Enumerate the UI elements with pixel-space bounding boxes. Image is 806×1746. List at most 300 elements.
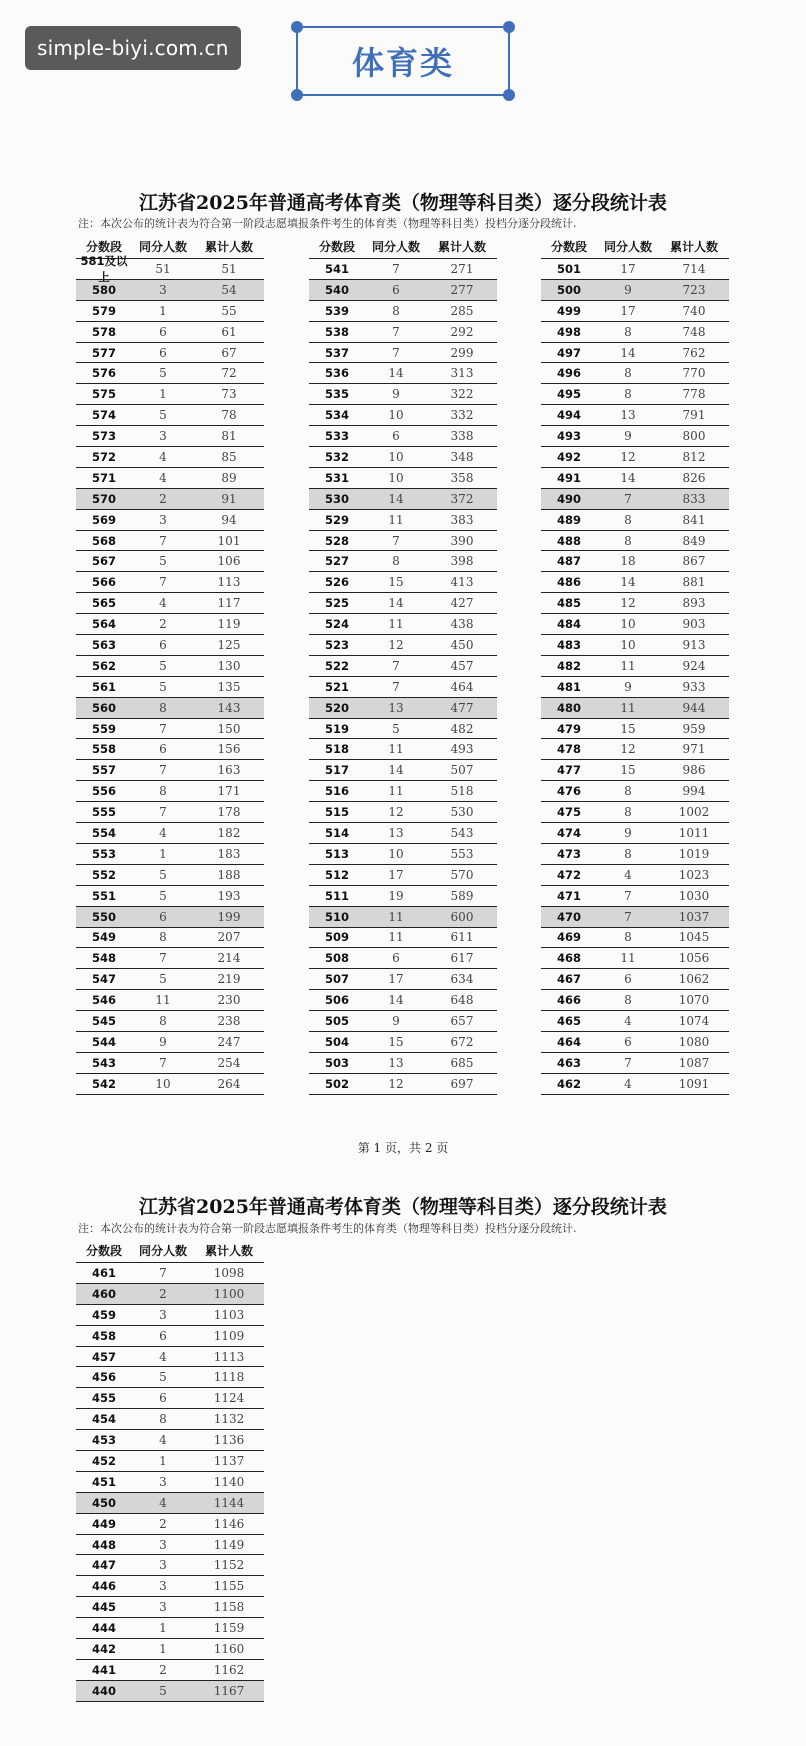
cumulative-count-cell: 589: [450, 888, 474, 903]
cumulative-count-cell: 285: [450, 303, 474, 318]
score-cell: 468: [556, 951, 581, 966]
table-row: [309, 907, 497, 928]
table-row: [541, 635, 729, 656]
table-row: [541, 677, 729, 698]
same-score-count-cell: 7: [392, 658, 400, 673]
score-cell: 554: [91, 825, 116, 840]
score-cell: 459: [91, 1307, 116, 1322]
same-score-count-cell: 51: [155, 261, 171, 276]
cumulative-count-cell: 959: [682, 721, 706, 736]
score-cell: 478: [556, 742, 581, 757]
same-score-count-cell: 2: [159, 1516, 167, 1531]
same-score-count-cell: 7: [624, 909, 632, 924]
score-cell: 492: [556, 449, 581, 464]
same-score-count-cell: 3: [159, 1537, 167, 1552]
score-cell: 485: [556, 596, 581, 611]
table-row: [541, 343, 729, 364]
score-cell: 557: [91, 763, 116, 778]
same-score-count-cell: 12: [620, 596, 636, 611]
same-score-count-cell: 1: [159, 303, 167, 318]
score-cell: 475: [556, 805, 581, 820]
score-cell: 542: [91, 1076, 116, 1091]
table-row: [541, 259, 729, 280]
table-row: [76, 551, 264, 572]
table-row: [541, 698, 729, 719]
cumulative-count-cell: 893: [682, 596, 706, 611]
table-row: [76, 1074, 264, 1095]
score-cell: 456: [91, 1370, 116, 1385]
cumulative-count-cell: 1103: [213, 1307, 245, 1322]
cumulative-count-cell: 685: [450, 1055, 474, 1070]
table-row: [541, 322, 729, 343]
table-row: [76, 1263, 264, 1284]
cumulative-count-cell: 1132: [213, 1412, 245, 1427]
cumulative-count-cell: 264: [217, 1076, 241, 1091]
score-cell: 458: [91, 1328, 116, 1343]
table-row: [309, 593, 497, 614]
table-row: [541, 363, 729, 384]
same-score-count-cell: 10: [388, 846, 404, 861]
score-cell: 495: [556, 387, 581, 402]
score-cell: 499: [556, 303, 581, 318]
table-row: [309, 677, 497, 698]
same-score-count-cell: 7: [392, 679, 400, 694]
score-cell: 550: [91, 909, 116, 924]
score-cell: 545: [91, 1014, 116, 1028]
cumulative-count-cell: 570: [450, 867, 474, 882]
table-row: [309, 865, 497, 886]
table-row: [76, 1472, 264, 1493]
table-row: [76, 656, 264, 677]
score-cell: 462: [556, 1076, 581, 1091]
cumulative-count-cell: 1062: [678, 972, 710, 987]
score-cell: 494: [556, 408, 581, 423]
score-cell: 496: [556, 366, 581, 381]
score-cell: 465: [556, 1014, 581, 1028]
score-cell: 511: [324, 888, 349, 903]
same-score-count-cell: 13: [388, 700, 404, 715]
column-header: 同分人数: [603, 239, 652, 254]
same-score-count-cell: 13: [388, 1055, 404, 1070]
score-cell: 561: [91, 679, 116, 694]
score-cell: 505: [324, 1014, 349, 1028]
table-row: [76, 886, 264, 907]
same-score-count-cell: 9: [392, 1014, 400, 1028]
cumulative-count-cell: 634: [450, 972, 474, 987]
score-cell: 556: [91, 784, 116, 799]
same-score-count-cell: 14: [388, 763, 404, 778]
same-score-count-cell: 3: [159, 1579, 167, 1594]
same-score-count-cell: 3: [159, 512, 167, 527]
table-row: [76, 1347, 264, 1368]
cumulative-count-cell: 553: [450, 846, 474, 861]
score-cell: 573: [91, 429, 116, 444]
cumulative-count-cell: 924: [682, 658, 706, 673]
score-cell: 452: [91, 1453, 116, 1468]
score-cell: 574: [91, 408, 116, 423]
same-score-count-cell: 8: [392, 554, 400, 569]
same-score-count-cell: 2: [159, 617, 167, 632]
corner-dot-icon: [291, 89, 303, 101]
score-cell: 559: [91, 721, 116, 736]
cumulative-count-cell: 299: [450, 345, 474, 360]
score-cell: 493: [556, 429, 581, 444]
same-score-count-cell: 7: [624, 888, 632, 903]
cumulative-count-cell: 833: [682, 491, 706, 506]
score-cell: 489: [556, 512, 581, 527]
cumulative-count-cell: 292: [450, 324, 474, 339]
table-row: [309, 1032, 497, 1053]
table-row: [541, 405, 729, 426]
cumulative-count-cell: 372: [450, 491, 474, 506]
score-cell: 477: [556, 763, 581, 778]
cumulative-count-cell: 113: [217, 575, 241, 590]
cumulative-count-cell: 849: [682, 533, 706, 548]
cumulative-count-cell: 477: [450, 700, 474, 715]
score-cell: 540: [324, 282, 349, 297]
score-cell: 450: [91, 1495, 116, 1510]
same-score-count-cell: 6: [159, 742, 167, 757]
same-score-count-cell: 17: [620, 261, 636, 276]
table-row: [76, 1409, 264, 1430]
same-score-count-cell: 8: [624, 846, 632, 861]
cumulative-count-cell: 762: [682, 345, 706, 360]
score-cell: 552: [91, 867, 116, 882]
table-row: [541, 1053, 729, 1074]
cumulative-count-cell: 1146: [213, 1516, 245, 1531]
score-cell: 553: [91, 846, 116, 861]
cumulative-count-cell: 73: [221, 387, 237, 402]
table-row: [309, 1053, 497, 1074]
same-score-count-cell: 14: [620, 575, 636, 590]
same-score-count-cell: 11: [388, 784, 404, 799]
same-score-count-cell: 10: [388, 449, 404, 464]
same-score-count-cell: 14: [620, 470, 636, 485]
cumulative-count-cell: 800: [682, 429, 706, 444]
table-row: [541, 593, 729, 614]
score-cell: 501: [556, 261, 581, 276]
same-score-count-cell: 10: [388, 408, 404, 423]
table-row: [309, 948, 497, 969]
table-row: [541, 551, 729, 572]
same-score-count-cell: 1: [159, 387, 167, 402]
cumulative-count-cell: 72: [221, 366, 237, 381]
column-header: 累计人数: [204, 239, 253, 254]
score-cell: 504: [324, 1034, 349, 1049]
table-row: [541, 739, 729, 760]
cumulative-count-cell: 1144: [213, 1495, 245, 1510]
score-cell: 502: [324, 1076, 349, 1091]
corner-dot-icon: [291, 21, 303, 33]
same-score-count-cell: 15: [388, 575, 404, 590]
table-row: [309, 259, 497, 280]
score-cell: 514: [324, 825, 349, 840]
score-cell: 568: [91, 533, 116, 548]
cumulative-count-cell: 54: [221, 282, 237, 297]
table-row: [76, 823, 264, 844]
score-cell: 539: [324, 303, 349, 318]
score-cell: 534: [324, 408, 349, 423]
table-row: [76, 531, 264, 552]
same-score-count-cell: 6: [392, 429, 400, 444]
cumulative-count-cell: 826: [682, 470, 706, 485]
table-row: [76, 468, 264, 489]
same-score-count-cell: 6: [624, 972, 632, 987]
score-cell: 463: [556, 1055, 581, 1070]
same-score-count-cell: 7: [159, 951, 167, 966]
cumulative-count-cell: 791: [682, 408, 706, 423]
score-cell: 541: [324, 261, 349, 276]
score-cell: 464: [556, 1034, 581, 1049]
score-cell: 564: [91, 617, 116, 632]
score-cell: 513: [324, 846, 349, 861]
table-row: [76, 1451, 264, 1472]
table-row: [76, 677, 264, 698]
cumulative-count-cell: 322: [450, 387, 474, 402]
table-row: [76, 990, 264, 1011]
same-score-count-cell: 7: [624, 1055, 632, 1070]
table-row: [76, 1305, 264, 1326]
score-cell: 469: [556, 930, 581, 945]
cumulative-count-cell: 1149: [213, 1537, 245, 1552]
table-row: [76, 1514, 264, 1535]
table-row: [76, 1430, 264, 1451]
score-cell: 486: [556, 575, 581, 590]
table-row: [76, 1367, 264, 1388]
score-cell: 562: [91, 658, 116, 673]
table-row: [76, 426, 264, 447]
score-cell: 460: [91, 1286, 116, 1301]
same-score-count-cell: 6: [159, 637, 167, 652]
table-row: [309, 510, 497, 531]
cumulative-count-cell: 507: [450, 763, 474, 778]
cumulative-count-cell: 398: [450, 554, 474, 569]
cumulative-count-cell: 1109: [213, 1328, 245, 1343]
table-row: [541, 510, 729, 531]
cumulative-count-cell: 55: [221, 303, 237, 318]
table-row: [76, 1493, 264, 1514]
score-cell: 521: [324, 679, 349, 694]
score-cell: 567: [91, 554, 116, 569]
table-row: [76, 865, 264, 886]
cumulative-count-cell: 1091: [678, 1076, 710, 1091]
column-header: 分数段: [318, 239, 355, 254]
table-row: [76, 1576, 264, 1597]
score-cell: 444: [91, 1621, 116, 1636]
table-row: [541, 969, 729, 990]
same-score-count-cell: 7: [392, 533, 400, 548]
table-row: [309, 635, 497, 656]
score-cell: 508: [324, 951, 349, 966]
cumulative-count-cell: 199: [217, 909, 241, 924]
score-table-col-2: [309, 234, 497, 1095]
same-score-count-cell: 7: [159, 575, 167, 590]
same-score-count-cell: 8: [624, 366, 632, 381]
same-score-count-cell: 10: [620, 637, 636, 652]
cumulative-count-cell: 770: [682, 366, 706, 381]
same-score-count-cell: 15: [620, 721, 636, 736]
cumulative-count-cell: 338: [450, 429, 474, 444]
same-score-count-cell: 17: [388, 867, 404, 882]
same-score-count-cell: 8: [624, 930, 632, 945]
table-row: [76, 614, 264, 635]
column-header: 分数段: [85, 1243, 122, 1258]
same-score-count-cell: 2: [159, 1662, 167, 1677]
table-row: [76, 907, 264, 928]
cumulative-count-cell: 723: [682, 282, 706, 297]
table-row: [76, 489, 264, 510]
table-row: [76, 948, 264, 969]
cumulative-count-cell: 1074: [678, 1014, 710, 1028]
score-cell: 533: [324, 429, 349, 444]
score-cell: 447: [91, 1558, 116, 1573]
table-row: [309, 928, 497, 949]
table-row: [541, 760, 729, 781]
score-cell: 455: [91, 1391, 116, 1406]
table-row: [541, 468, 729, 489]
same-score-count-cell: 5: [159, 1683, 167, 1698]
score-cell: 519: [324, 721, 349, 736]
cumulative-count-cell: 1087: [678, 1055, 710, 1070]
score-cell: 529: [324, 512, 349, 527]
table-row: [309, 719, 497, 740]
table-row: [76, 1032, 264, 1053]
table-row: [76, 1555, 264, 1576]
same-score-count-cell: 11: [388, 930, 404, 945]
cumulative-count-cell: 986: [682, 763, 706, 778]
same-score-count-cell: 7: [392, 345, 400, 360]
score-cell: 543: [91, 1055, 116, 1070]
score-cell: 451: [91, 1474, 116, 1489]
table-row: [76, 1618, 264, 1639]
table-row: [76, 1660, 264, 1681]
table-row: [541, 656, 729, 677]
table-row: [76, 1639, 264, 1660]
table-row: [76, 572, 264, 593]
cumulative-count-cell: 150: [217, 721, 241, 736]
score-cell: 578: [91, 324, 116, 339]
table-row: [76, 510, 264, 531]
cumulative-count-cell: 493: [450, 742, 474, 757]
cumulative-count-cell: 1070: [678, 993, 710, 1008]
cumulative-count-cell: 51: [221, 261, 237, 276]
corner-dot-icon: [503, 21, 515, 33]
same-score-count-cell: 6: [392, 951, 400, 966]
cumulative-count-cell: 933: [682, 679, 706, 694]
corner-dot-icon: [503, 89, 515, 101]
cumulative-count-cell: 383: [450, 512, 474, 527]
table-row: [309, 384, 497, 405]
page2-title: 江苏省2025年普通高考体育类（物理等科目类）逐分段统计表: [139, 1196, 667, 1218]
cumulative-count-cell: 94: [221, 512, 237, 527]
same-score-count-cell: 4: [159, 449, 167, 464]
same-score-count-cell: 8: [624, 993, 632, 1008]
table-row: [76, 635, 264, 656]
cumulative-count-cell: 1011: [678, 825, 710, 840]
column-header: 同分人数: [138, 239, 187, 254]
cumulative-count-cell: 457: [450, 658, 474, 673]
score-cell: 480: [556, 700, 581, 715]
cumulative-count-cell: 881: [682, 575, 706, 590]
column-header: 累计人数: [669, 239, 718, 254]
cumulative-count-cell: 163: [217, 763, 241, 778]
same-score-count-cell: 13: [620, 408, 636, 423]
column-header: 同分人数: [371, 239, 420, 254]
same-score-count-cell: 8: [159, 1014, 167, 1028]
table-row: [76, 781, 264, 802]
same-score-count-cell: 3: [159, 1600, 167, 1615]
score-cell: 474: [556, 825, 581, 840]
score-cell: 547: [91, 972, 116, 987]
cumulative-count-cell: 971: [682, 742, 706, 757]
cumulative-count-cell: 714: [682, 261, 706, 276]
same-score-count-cell: 1: [159, 846, 167, 861]
score-cell: 549: [91, 930, 116, 945]
cumulative-count-cell: 67: [221, 345, 237, 360]
score-cell: 457: [91, 1349, 116, 1364]
cumulative-count-cell: 1167: [213, 1683, 245, 1698]
table-row: [309, 343, 497, 364]
score-cell: 575: [91, 387, 116, 402]
table-row: [541, 907, 729, 928]
same-score-count-cell: 4: [624, 1014, 632, 1028]
table-header-row: [309, 234, 497, 259]
score-cell: 563: [91, 637, 116, 652]
table-row: [76, 384, 264, 405]
cumulative-count-cell: 994: [682, 784, 706, 799]
cumulative-count-cell: 125: [217, 637, 241, 652]
cumulative-count-cell: 1056: [678, 951, 710, 966]
score-cell: 548: [91, 951, 116, 966]
table-row: [76, 593, 264, 614]
same-score-count-cell: 10: [155, 1076, 171, 1091]
score-cell: 512: [324, 867, 349, 882]
same-score-count-cell: 11: [155, 993, 171, 1008]
score-cell: 532: [324, 449, 349, 464]
same-score-count-cell: 11: [620, 658, 636, 673]
same-score-count-cell: 8: [624, 512, 632, 527]
cumulative-count-cell: 1155: [213, 1579, 245, 1594]
table-row: [309, 656, 497, 677]
same-score-count-cell: 5: [159, 867, 167, 882]
same-score-count-cell: 9: [159, 1034, 167, 1049]
category-title: 体育类: [351, 44, 454, 82]
cumulative-count-cell: 277: [450, 282, 474, 297]
same-score-count-cell: 6: [159, 1391, 167, 1406]
score-cell: 526: [324, 575, 349, 590]
cumulative-count-cell: 358: [450, 470, 474, 485]
cumulative-count-cell: 313: [450, 366, 474, 381]
score-cell: 488: [556, 533, 581, 548]
table-row: [76, 301, 264, 322]
table-row: [76, 280, 264, 301]
table-row: [76, 1053, 264, 1074]
same-score-count-cell: 4: [159, 1495, 167, 1510]
table-row: [309, 886, 497, 907]
cumulative-count-cell: 427: [450, 596, 474, 611]
table-row: [541, 1011, 729, 1032]
same-score-count-cell: 8: [624, 784, 632, 799]
score-cell: 482: [556, 658, 581, 673]
same-score-count-cell: 4: [624, 1076, 632, 1091]
same-score-count-cell: 7: [624, 491, 632, 506]
cumulative-count-cell: 438: [450, 617, 474, 632]
same-score-count-cell: 8: [624, 805, 632, 820]
cumulative-count-cell: 903: [682, 617, 706, 632]
cumulative-count-cell: 841: [682, 512, 706, 527]
page1-title: 江苏省2025年普通高考体育类（物理等科目类）逐分段统计表: [139, 192, 667, 214]
same-score-count-cell: 7: [159, 1055, 167, 1070]
